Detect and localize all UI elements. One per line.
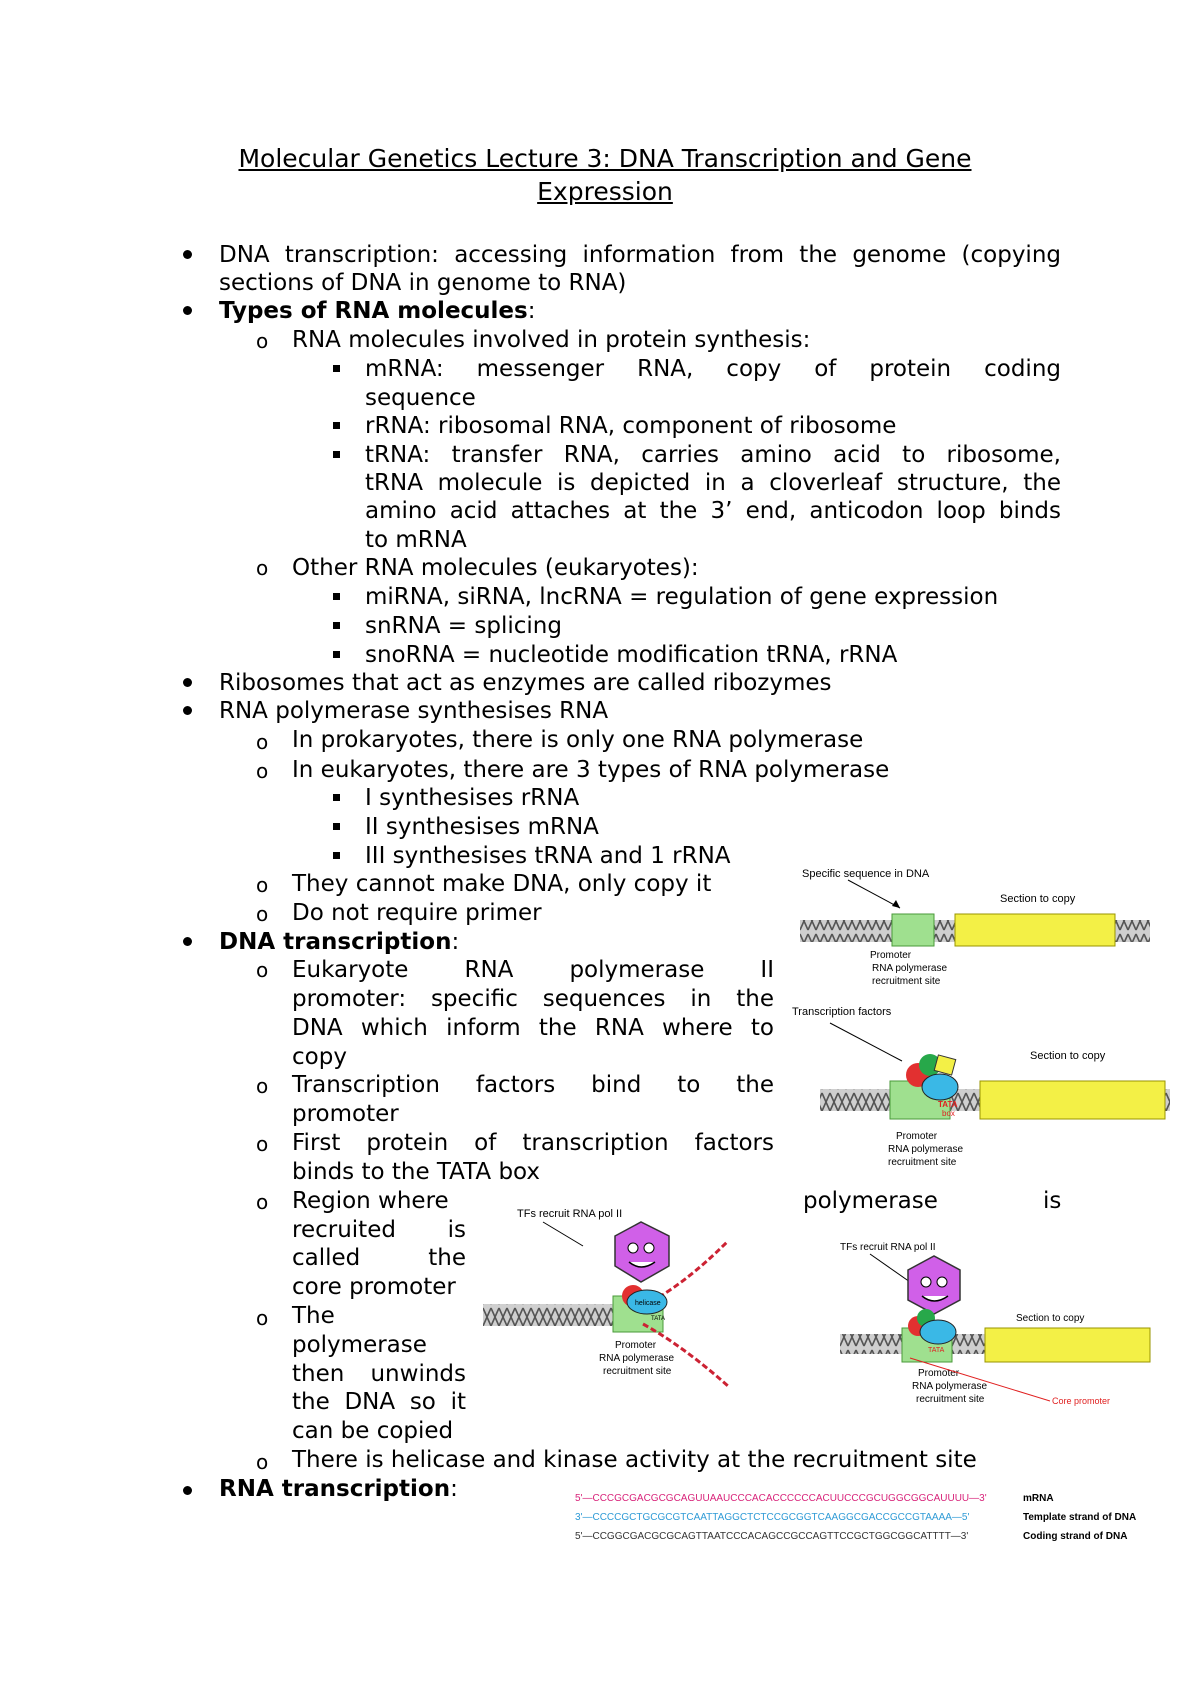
bullet-dot xyxy=(183,678,192,687)
text-line: There is helicase and kinase activity at the recruitment site xyxy=(292,1447,977,1473)
bullet-dot xyxy=(183,706,192,715)
label-recruit-1: RNA polymerase xyxy=(888,1144,964,1155)
text-line: binds to the TATA box xyxy=(292,1159,541,1185)
text-line: core promoter xyxy=(292,1274,456,1300)
text-line: polymerase xyxy=(803,1188,938,1214)
bullet-circle: o xyxy=(256,1450,269,1474)
heading-colon: : xyxy=(451,929,460,955)
coding-sequence: 5'—CCGGCGACGCGCAGTTAATCCCACAGCCGCCAGTTCCGCTGGCGGCATTTT—3' xyxy=(575,1531,969,1542)
text-line: I synthesises rRNA xyxy=(365,785,580,811)
text-line: Transcription factors bind to the xyxy=(292,1072,774,1098)
bullet-square xyxy=(333,852,340,859)
label-specific-sequence: Specific sequence in DNA xyxy=(802,868,930,880)
bullet-square xyxy=(333,823,340,830)
bullet-dot xyxy=(183,250,192,259)
label-tata: TATA xyxy=(928,1347,945,1354)
bold-heading: Types of RNA molecules xyxy=(219,298,528,324)
label-recruit-1: RNA polymerase xyxy=(872,963,948,974)
bullet-circle: o xyxy=(256,1074,269,1098)
bold-heading: RNA transcription xyxy=(219,1476,451,1502)
text-line: is xyxy=(1043,1188,1062,1214)
label-recruit-2: recruitment site xyxy=(888,1157,957,1168)
figure-transcription-factors-diagram xyxy=(790,1003,1170,1173)
label-box: box xyxy=(942,1109,955,1118)
text-line: snoRNA = nucleotide modification tRNA, rRNA xyxy=(365,642,898,668)
label-recruit-2: recruitment site xyxy=(872,976,941,987)
label-tfs-recruit: TFs recruit RNA pol II xyxy=(517,1208,623,1220)
bullet-circle: o xyxy=(256,1190,269,1214)
coding-label: Coding strand of DNA xyxy=(1023,1531,1128,1542)
text-line: DNA transcription: accessing information from the genome (copying xyxy=(219,242,1061,268)
bullet-circle: o xyxy=(256,958,269,982)
label-tata: TATA xyxy=(651,1316,665,1322)
text-line xyxy=(219,928,459,956)
figure-promoter-diagram xyxy=(800,866,1150,996)
label-recruit-2: recruitment site xyxy=(603,1366,672,1377)
bullet-square xyxy=(333,593,340,600)
template-sequence: 3'—CCCCGCTGCGCGTCAATTAGGCTCTCCGCGGTCAAGGCGACCGCCGTAAAA—5' xyxy=(575,1512,970,1523)
label-promoter: Promoter xyxy=(896,1131,938,1142)
label-promoter: Promoter xyxy=(870,950,912,961)
text-line: promoter: specific sequences in the xyxy=(292,986,774,1012)
text-line: snRNA = splicing xyxy=(365,613,562,639)
text-line: copy xyxy=(292,1044,347,1070)
bullet-square xyxy=(333,622,340,629)
bullet-circle: o xyxy=(256,1306,269,1330)
text-line: mRNA: messenger RNA, copy of protein coding xyxy=(365,356,1061,382)
text-line: RNA molecules involved in protein synthesis: xyxy=(292,327,811,353)
label-recruit-2: recruitment site xyxy=(916,1394,985,1405)
bullet-circle: o xyxy=(256,759,269,783)
label-recruit-1: RNA polymerase xyxy=(599,1353,675,1364)
text-line: Other RNA molecules (eukaryotes): xyxy=(292,555,699,581)
label-recruit-1: RNA polymerase xyxy=(912,1381,988,1392)
text-line: recruited is xyxy=(292,1217,466,1243)
bullet-circle: o xyxy=(256,329,269,353)
bullet-circle: o xyxy=(256,556,269,580)
label-section-to-copy: Section to copy xyxy=(1016,1313,1085,1324)
text-line: to mRNA xyxy=(365,527,467,553)
text-line: the DNA so it xyxy=(292,1389,466,1415)
title-line-2: Expression xyxy=(537,177,673,206)
figure-sequence-strands xyxy=(575,1488,1155,1550)
text-line: sections of DNA in genome to RNA) xyxy=(219,270,627,296)
label-core-promoter: Core promoter xyxy=(1052,1396,1111,1406)
text-line: called the xyxy=(292,1245,466,1271)
bullet-square xyxy=(333,365,340,372)
bullet-circle: o xyxy=(256,902,269,926)
bullet-square xyxy=(333,651,340,658)
text-line: Eukaryote RNA polymerase II xyxy=(292,957,774,983)
bullet-square xyxy=(333,422,340,429)
text-line: sequence xyxy=(365,385,476,411)
text-line: First protein of transcription factors xyxy=(292,1130,774,1156)
figure-core-promoter-diagram xyxy=(840,1238,1160,1418)
text-line: tRNA molecule is depicted in a cloverleaf structure, the xyxy=(365,470,1061,496)
title-line-1: Molecular Genetics Lecture 3: DNA Transcription and Gene xyxy=(238,144,972,173)
bullet-circle: o xyxy=(256,730,269,754)
text-line: DNA which inform the RNA where to xyxy=(292,1015,774,1041)
mrna-label: mRNA xyxy=(1023,1493,1054,1504)
text-line: then unwinds xyxy=(292,1361,466,1387)
text-line: promoter xyxy=(292,1101,399,1127)
text-line: RNA polymerase synthesises RNA xyxy=(219,698,609,724)
label-transcription-factors: Transcription factors xyxy=(792,1006,892,1018)
text-line xyxy=(219,297,535,325)
label-section-to-copy: Section to copy xyxy=(1000,893,1076,905)
text-line: III synthesises tRNA and 1 rRNA xyxy=(365,843,731,869)
text-line: II synthesises mRNA xyxy=(365,814,599,840)
figure-unwinding-diagram xyxy=(483,1196,793,1396)
bullet-dot xyxy=(183,306,192,315)
text-line: In eukaryotes, there are 3 types of RNA polymerase xyxy=(292,757,890,783)
text-line: Ribosomes that act as enzymes are called ribozymes xyxy=(219,670,832,696)
text-line: miRNA, siRNA, lncRNA = regulation of gene expression xyxy=(365,584,999,610)
heading-colon: : xyxy=(450,1476,458,1502)
text-line xyxy=(219,1475,458,1503)
text-line: rRNA: ribosomal RNA, component of ribosome xyxy=(365,413,897,439)
text-line: In prokaryotes, there is only one RNA polymerase xyxy=(292,727,864,753)
mrna-sequence: 5'—CCCGCGACGCGCAGUUAAUCCCACACCCCCCACUUCCCGCUGGCGGCAUUUU—3' xyxy=(575,1493,987,1504)
bullet-circle: o xyxy=(256,873,269,897)
label-promoter: Promoter xyxy=(615,1340,657,1351)
text-line: Do not require primer xyxy=(292,900,542,926)
bullet-circle: o xyxy=(256,1132,269,1156)
bullet-square xyxy=(333,794,340,801)
heading-colon: : xyxy=(527,298,536,324)
text-line: They cannot make DNA, only copy it xyxy=(292,871,712,897)
text-line: can be copied xyxy=(292,1418,454,1444)
text-line: The xyxy=(292,1303,335,1329)
template-label: Template strand of DNA xyxy=(1023,1512,1137,1523)
label-tata: TATA xyxy=(938,1100,958,1109)
text-line: polymerase xyxy=(292,1332,427,1358)
label-tfs-recruit: TFs recruit RNA pol II xyxy=(840,1242,936,1253)
label-section-to-copy: Section to copy xyxy=(1030,1050,1106,1062)
bullet-dot xyxy=(183,937,192,946)
page-title xyxy=(150,142,1060,208)
bullet-dot xyxy=(183,1486,192,1495)
text-line: Region where xyxy=(292,1188,449,1214)
text-line: amino acid attaches at the 3’ end, anticodon loop binds xyxy=(365,498,1061,524)
bullet-square xyxy=(333,451,340,458)
text-line: tRNA: transfer RNA, carries amino acid to ribosome, xyxy=(365,442,1061,468)
bold-heading: DNA transcription xyxy=(219,929,452,955)
label-promoter: Promoter xyxy=(918,1368,960,1379)
label-helicase: helicase xyxy=(635,1300,661,1307)
